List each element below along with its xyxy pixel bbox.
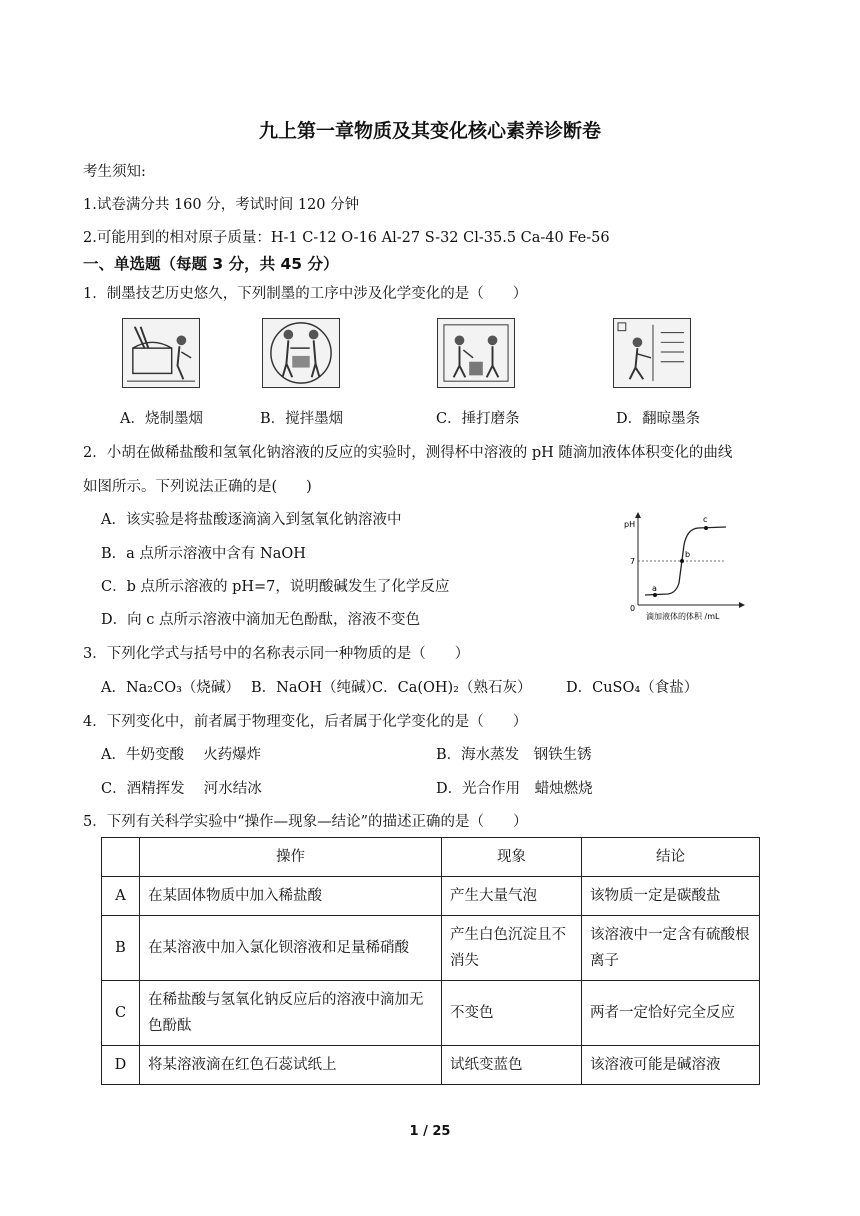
q4-option-a: A．牛奶变酸 火药爆炸 — [101, 747, 262, 763]
ink-burning-illustration — [122, 318, 200, 388]
y-tick-7: 7 — [630, 557, 636, 566]
table-row — [102, 916, 760, 981]
q1-option-d: D．翻晾墨条 — [616, 411, 701, 427]
table-header-cell: 现象 — [442, 838, 582, 877]
ink-stirring-illustration — [262, 318, 340, 388]
table-cell: C — [102, 981, 140, 1046]
table-cell: 该溶液可能是碱溶液 — [582, 1046, 760, 1085]
table-cell: 该溶液中一定含有硫酸根离子 — [582, 916, 760, 981]
ph-curve — [645, 527, 726, 595]
table-header-cell — [102, 838, 140, 877]
table-cell: 产生白色沉淀且不消失 — [442, 916, 582, 981]
point-b — [680, 559, 684, 563]
table-cell: 试纸变蓝色 — [442, 1046, 582, 1085]
point-a-label: a — [652, 584, 657, 593]
point-b-label: b — [685, 550, 691, 559]
table-cell: 两者一定恰好完全反应 — [582, 981, 760, 1046]
y-axis-label: pH — [624, 520, 636, 529]
ink-hammering-illustration — [437, 318, 515, 388]
x-axis-label: 滴加液体的体积 /mL — [646, 612, 720, 621]
table-cell: 在某溶液中加入氯化钡溶液和足量稀硝酸 — [140, 916, 442, 981]
q1-option-c: C．捶打磨条 — [436, 411, 520, 427]
q4-stem: 4．下列变化中，前者属于物理变化，后者属于化学变化的是（ ） — [83, 714, 528, 730]
q2-option-b: B．a 点所示溶液中含有 NaOH — [101, 546, 306, 562]
notice-item-1: 1.试卷满分共 160 分，考试时间 120 分钟 — [83, 197, 360, 213]
section-heading: 一、单选题（每题 3 分，共 45 分） — [83, 255, 339, 273]
q1-option-b: B．搅拌墨烟 — [260, 411, 344, 427]
q4-option-d: D．光合作用 蜡烛燃烧 — [436, 781, 593, 797]
table-cell: 该物质一定是碳酸盐 — [582, 877, 760, 916]
notice-item-2: 2.可能用到的相对原子质量：H-1 C-12 O-16 Al-27 S-32 Cl-35.5 Ca-40 Fe-56 — [83, 230, 610, 246]
table-cell: A — [102, 877, 140, 916]
table-cell: D — [102, 1046, 140, 1085]
point-c-label: c — [703, 515, 708, 524]
table-cell: 不变色 — [442, 981, 582, 1046]
q5-table — [101, 837, 760, 1085]
q1-stem: 1．制墨技艺历史悠久，下列制墨的工序中涉及化学变化的是（ ） — [83, 286, 528, 302]
q2-stem-line-1: 2．小胡在做稀盐酸和氢氧化钠溶液的反应的实验时，测得杯中溶液的 pH 随滴加液体体积变化的曲线 — [83, 445, 733, 461]
page-title: 九上第一章物质及其变化核心素养诊断卷 — [258, 120, 601, 142]
table-cell: B — [102, 916, 140, 981]
table-header-cell: 操作 — [140, 838, 442, 877]
table-cell: 在稀盐酸与氢氧化钠反应后的溶液中滴加无色酚酞 — [140, 981, 442, 1046]
q3-option-a: A．Na₂CO₃（烧碱） — [101, 680, 240, 696]
q3-option-b: B．NaOH（纯碱） — [251, 680, 381, 696]
ink-drying-illustration — [613, 318, 691, 388]
table-row — [102, 1046, 760, 1085]
table-header-cell: 结论 — [582, 838, 760, 877]
table-row — [102, 981, 760, 1046]
table-cell: 产生大量气泡 — [442, 877, 582, 916]
page-number: 1 / 25 — [409, 1124, 451, 1139]
table-row — [102, 877, 760, 916]
q3-stem: 3．下列化学式与括号中的名称表示同一种物质的是（ ） — [83, 646, 470, 662]
q2-option-c: C．b 点所示溶液的 pH=7，说明酸碱发生了化学反应 — [101, 579, 450, 595]
q2-option-a: A．该实验是将盐酸逐滴滴入到氢氧化钠溶液中 — [101, 512, 402, 528]
notice-heading: 考生须知: — [83, 164, 146, 180]
q1-option-a: A．烧制墨烟 — [120, 411, 203, 427]
q5-stem: 5．下列有关科学实验中“操作—现象—结论”的描述正确的是（ ） — [83, 814, 528, 830]
table-header-row — [102, 838, 760, 877]
origin-label: 0 — [630, 604, 636, 613]
q4-option-b: B．海水蒸发 钢铁生锈 — [436, 747, 592, 763]
ph-curve-graph — [600, 505, 750, 625]
table-cell: 在某固体物质中加入稀盐酸 — [140, 877, 442, 916]
q2-stem-line-2: 如图所示。下列说法正确的是( ) — [83, 479, 312, 495]
point-c — [704, 526, 708, 530]
q3-option-d: D．CuSO₄（食盐） — [566, 680, 699, 696]
q3-option-c: C．Ca(OH)₂（熟石灰） — [372, 680, 532, 696]
q2-option-d: D．向 c 点所示溶液中滴加无色酚酞，溶液不变色 — [101, 612, 420, 628]
q4-option-c: C．酒精挥发 河水结冰 — [101, 781, 262, 797]
point-a — [653, 593, 657, 597]
table-cell: 将某溶液滴在红色石蕊试纸上 — [140, 1046, 442, 1085]
